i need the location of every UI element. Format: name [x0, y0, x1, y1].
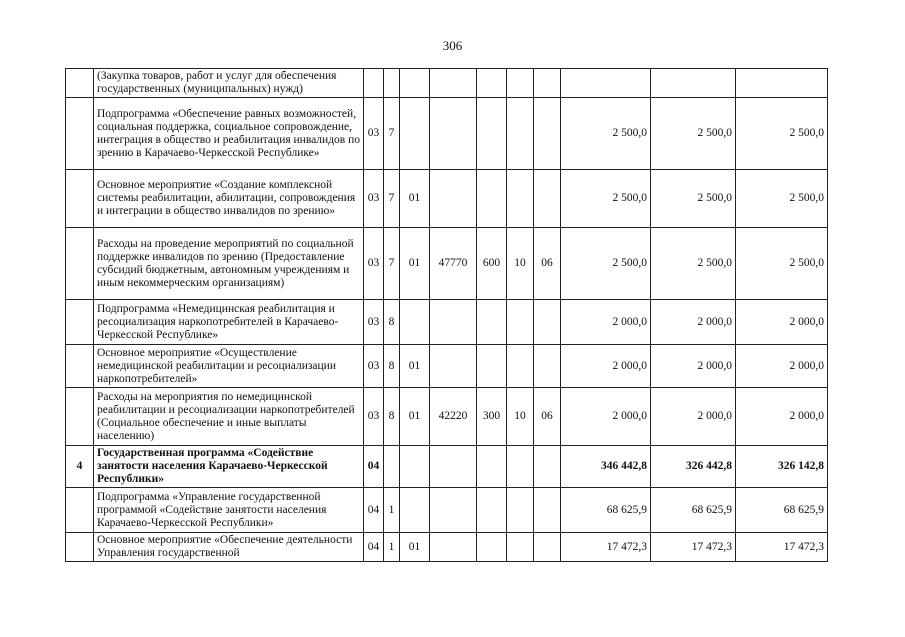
subprogram-code-cell: [384, 69, 400, 98]
expense-type-code-cell: 600: [477, 228, 507, 300]
item-name-cell: Подпрограмма «Обеспечение равных возможностей, социальная поддержка, социальное сопровождение, интеграция в общество и реабилитация инвалидов по зрению в Карачаево-Черкесской Республике»: [94, 98, 364, 170]
main-activity-code-cell: 01: [400, 533, 430, 562]
row-number-cell: [66, 388, 94, 446]
item-name-cell: Подпрограмма «Немедицинская реабилитация и ресоциализация наркопотребителей в Карачаево-Черкесской Республике»: [94, 300, 364, 345]
amount-year-1-cell: 2 000,0: [561, 388, 651, 446]
section-code-cell: [507, 488, 534, 533]
subprogram-code-cell: [384, 446, 400, 488]
program-code-cell: 03: [364, 170, 384, 228]
amount-year-3-cell: 2 500,0: [736, 98, 828, 170]
table-row: [66, 446, 828, 488]
row-number-cell: [66, 300, 94, 345]
subsection-code-cell: 06: [534, 388, 561, 446]
amount-year-3-cell: 2 000,0: [736, 300, 828, 345]
amount-year-2-cell: 68 625,9: [651, 488, 736, 533]
amount-year-2-cell: 2 000,0: [651, 345, 736, 388]
amount-year-1-cell: 346 442,8: [561, 446, 651, 488]
subprogram-code-cell: 8: [384, 345, 400, 388]
item-name-cell: Основное мероприятие «Обеспечение деятельности Управления государственной: [94, 533, 364, 562]
subprogram-code-cell: 1: [384, 533, 400, 562]
table-row: [66, 98, 828, 170]
amount-year-3-cell: 326 142,8: [736, 446, 828, 488]
row-number-cell: [66, 488, 94, 533]
direction-code-cell: [430, 533, 477, 562]
section-code-cell: [507, 345, 534, 388]
amount-year-2-cell: 326 442,8: [651, 446, 736, 488]
item-name-cell: Государственная программа «Содействие занятости населения Карачаево-Черкесской Республики»: [94, 446, 364, 488]
amount-year-1-cell: 2 500,0: [561, 98, 651, 170]
amount-year-2-cell: 2 000,0: [651, 300, 736, 345]
subprogram-code-cell: 1: [384, 488, 400, 533]
section-code-cell: [507, 98, 534, 170]
amount-year-1-cell: 2 000,0: [561, 300, 651, 345]
main-activity-code-cell: 01: [400, 345, 430, 388]
subsection-code-cell: [534, 345, 561, 388]
subprogram-code-cell: 8: [384, 388, 400, 446]
main-activity-code-cell: 01: [400, 170, 430, 228]
direction-code-cell: [430, 488, 477, 533]
table-row: [66, 533, 828, 562]
amount-year-3-cell: 2 000,0: [736, 388, 828, 446]
amount-year-2-cell: 2 500,0: [651, 170, 736, 228]
direction-code-cell: 47770: [430, 228, 477, 300]
row-number-cell: [66, 345, 94, 388]
subsection-code-cell: [534, 446, 561, 488]
item-name-cell: (Закупка товаров, работ и услуг для обеспечения государственных (муниципальных) нужд): [94, 69, 364, 98]
item-name-cell: Подпрограмма «Управление государственной программой «Содействие занятости населения Карачаево-Черкесской Республики»: [94, 488, 364, 533]
section-code-cell: [507, 170, 534, 228]
amount-year-3-cell: 2 500,0: [736, 228, 828, 300]
amount-year-1-cell: 2 500,0: [561, 228, 651, 300]
section-code-cell: 10: [507, 228, 534, 300]
expense-type-code-cell: [477, 300, 507, 345]
program-code-cell: 04: [364, 533, 384, 562]
expense-type-code-cell: [477, 446, 507, 488]
amount-year-3-cell: 2 000,0: [736, 345, 828, 388]
amount-year-3-cell: 17 472,3: [736, 533, 828, 562]
item-name-cell: Основное мероприятие «Осуществление немедицинской реабилитации и ресоциализации наркопотребителей»: [94, 345, 364, 388]
section-code-cell: [507, 533, 534, 562]
amount-year-1-cell: [561, 69, 651, 98]
main-activity-code-cell: [400, 69, 430, 98]
program-code-cell: 03: [364, 345, 384, 388]
amount-year-2-cell: 2 500,0: [651, 228, 736, 300]
expense-type-code-cell: 300: [477, 388, 507, 446]
item-name-cell: Расходы на проведение мероприятий по социальной поддержке инвалидов по зрению (Предоставление субсидий бюджетным, автономным учреждениям и иным некоммерческим организациям): [94, 228, 364, 300]
program-code-cell: 03: [364, 300, 384, 345]
program-code-cell: 03: [364, 98, 384, 170]
subsection-code-cell: 06: [534, 228, 561, 300]
subprogram-code-cell: 7: [384, 228, 400, 300]
row-number-cell: [66, 170, 94, 228]
row-number-cell: [66, 228, 94, 300]
subprogram-code-cell: 7: [384, 98, 400, 170]
program-code-cell: [364, 69, 384, 98]
amount-year-1-cell: 17 472,3: [561, 533, 651, 562]
direction-code-cell: [430, 69, 477, 98]
expense-type-code-cell: [477, 69, 507, 98]
main-activity-code-cell: 01: [400, 228, 430, 300]
amount-year-2-cell: 2 000,0: [651, 388, 736, 446]
program-code-cell: 04: [364, 446, 384, 488]
table-row: [66, 488, 828, 533]
amount-year-2-cell: [651, 69, 736, 98]
section-code-cell: [507, 300, 534, 345]
amount-year-1-cell: 68 625,9: [561, 488, 651, 533]
row-number-cell: [66, 69, 94, 98]
subsection-code-cell: [534, 300, 561, 345]
table-row: [66, 345, 828, 388]
amount-year-1-cell: 2 000,0: [561, 345, 651, 388]
subsection-code-cell: [534, 488, 561, 533]
amount-year-3-cell: 2 500,0: [736, 170, 828, 228]
row-number-cell: [66, 533, 94, 562]
table-body: [66, 69, 828, 562]
subsection-code-cell: [534, 170, 561, 228]
section-code-cell: [507, 446, 534, 488]
budget-table: [65, 68, 828, 562]
subprogram-code-cell: 8: [384, 300, 400, 345]
subsection-code-cell: [534, 69, 561, 98]
section-code-cell: 10: [507, 388, 534, 446]
section-code-cell: [507, 69, 534, 98]
subsection-code-cell: [534, 98, 561, 170]
amount-year-1-cell: 2 500,0: [561, 170, 651, 228]
expense-type-code-cell: [477, 98, 507, 170]
table-row: [66, 388, 828, 446]
table-row: [66, 170, 828, 228]
subprogram-code-cell: 7: [384, 170, 400, 228]
expense-type-code-cell: [477, 533, 507, 562]
expense-type-code-cell: [477, 488, 507, 533]
amount-year-2-cell: 17 472,3: [651, 533, 736, 562]
expense-type-code-cell: [477, 170, 507, 228]
expense-type-code-cell: [477, 345, 507, 388]
amount-year-3-cell: 68 625,9: [736, 488, 828, 533]
row-number-cell: [66, 98, 94, 170]
main-activity-code-cell: [400, 98, 430, 170]
table-row: [66, 300, 828, 345]
table-row: [66, 69, 828, 98]
direction-code-cell: [430, 345, 477, 388]
program-code-cell: 03: [364, 388, 384, 446]
direction-code-cell: 42220: [430, 388, 477, 446]
item-name-cell: Расходы на мероприятия по немедицинской реабилитации и ресоциализации наркопотребителей (Социальное обеспечение и иные выплаты населению): [94, 388, 364, 446]
direction-code-cell: [430, 300, 477, 345]
program-code-cell: 03: [364, 228, 384, 300]
subsection-code-cell: [534, 533, 561, 562]
program-code-cell: 04: [364, 488, 384, 533]
row-number-cell: 4: [66, 446, 94, 488]
main-activity-code-cell: [400, 300, 430, 345]
page-number: 306: [442, 38, 463, 53]
main-activity-code-cell: [400, 446, 430, 488]
direction-code-cell: [430, 98, 477, 170]
main-activity-code-cell: 01: [400, 388, 430, 446]
direction-code-cell: [430, 170, 477, 228]
item-name-cell: Основное мероприятие «Создание комплексной системы реабилитации, абилитации, сопровождения и интеграции в общество инвалидов по зрению»: [94, 170, 364, 228]
table-row: [66, 228, 828, 300]
main-activity-code-cell: [400, 488, 430, 533]
direction-code-cell: [430, 446, 477, 488]
amount-year-3-cell: [736, 69, 828, 98]
amount-year-2-cell: 2 500,0: [651, 98, 736, 170]
